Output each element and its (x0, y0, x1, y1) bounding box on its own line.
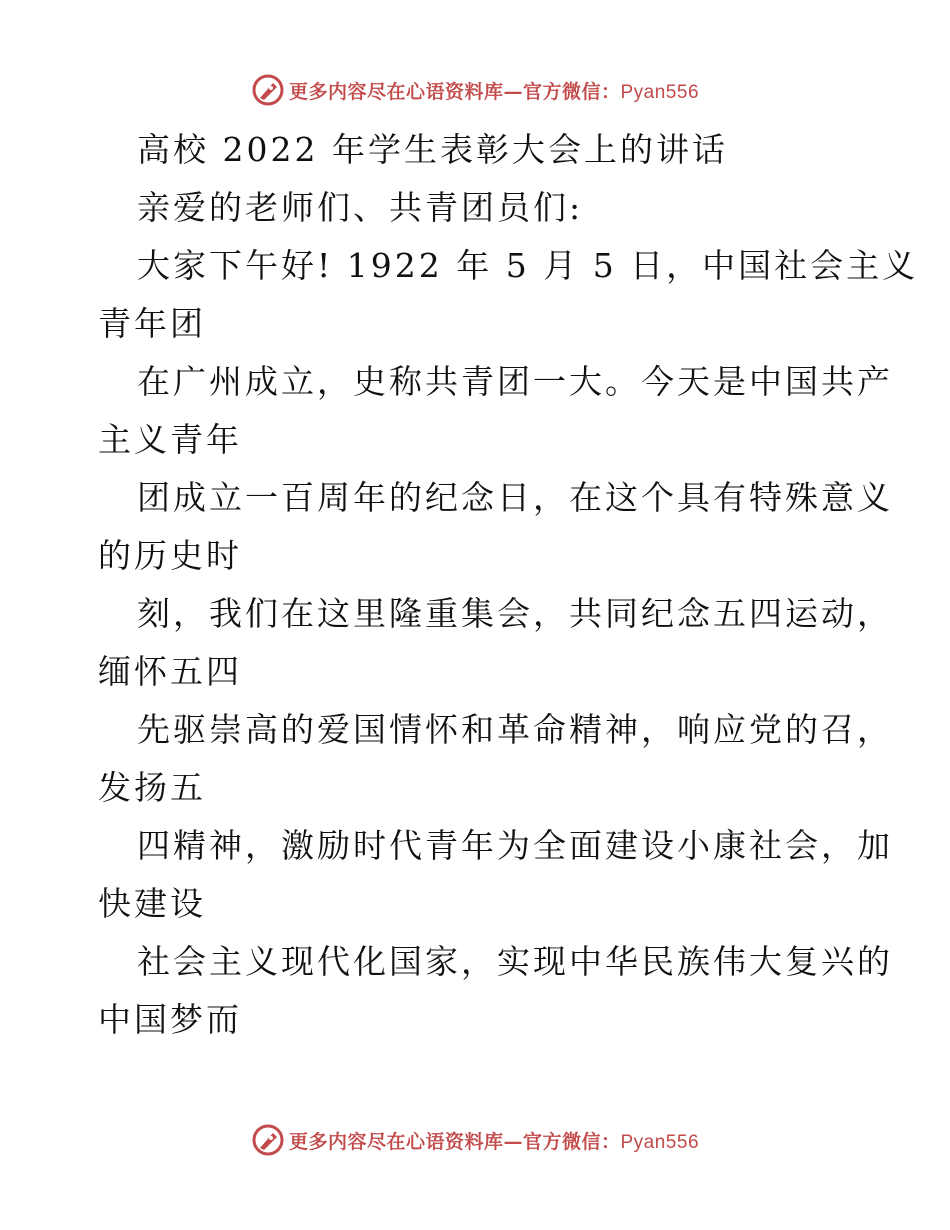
body-line: 四精神，激励时代青年为全面建设小康社会，加 (137, 826, 893, 865)
body-line: 大家下午好! 1922 年 5 月 5 日，中国社会主义 (137, 246, 919, 285)
body-line: 在广州成立，史称共青团一大。今天是中国共产 (137, 362, 893, 401)
footer-banner-text: 更多内容尽在心语资料库—官方微信：Pyan556 (288, 1130, 700, 1153)
pen-nib-logo-icon (251, 1123, 285, 1157)
header-banner-text: 更多内容尽在心语资料库—官方微信：Pyan556 (288, 80, 700, 103)
body-line: 中国梦而 (98, 1000, 242, 1039)
document-title: 高校 2022 年学生表彰大会上的讲话 (137, 130, 728, 169)
body-line: 发扬五 (98, 768, 206, 807)
body-line: 的历史时 (98, 536, 242, 575)
footer-wechat-id: Pyan556 (620, 1131, 700, 1153)
body-line: 先驱崇高的爱国情怀和革命精神，响应党的召， (137, 710, 893, 749)
body-line: 团成立一百周年的纪念日，在这个具有特殊意义 (137, 478, 893, 517)
body-line: 青年团 (98, 304, 206, 343)
body-line: 快建设 (98, 884, 206, 923)
body-line: 社会主义现代化国家，实现中华民族伟大复兴的 (137, 942, 893, 981)
body-line: 主义青年 (98, 420, 242, 459)
document-body (98, 121, 919, 1049)
pen-nib-logo-icon (251, 73, 285, 107)
footer-banner (0, 1120, 950, 1160)
salutation: 亲爱的老师们、共青团员们: (137, 188, 584, 227)
header-wechat-id: Pyan556 (620, 81, 700, 103)
body-line: 缅怀五四 (98, 652, 242, 691)
header-banner (0, 70, 950, 110)
body-line: 刻，我们在这里隆重集会，共同纪念五四运动， (137, 594, 893, 633)
